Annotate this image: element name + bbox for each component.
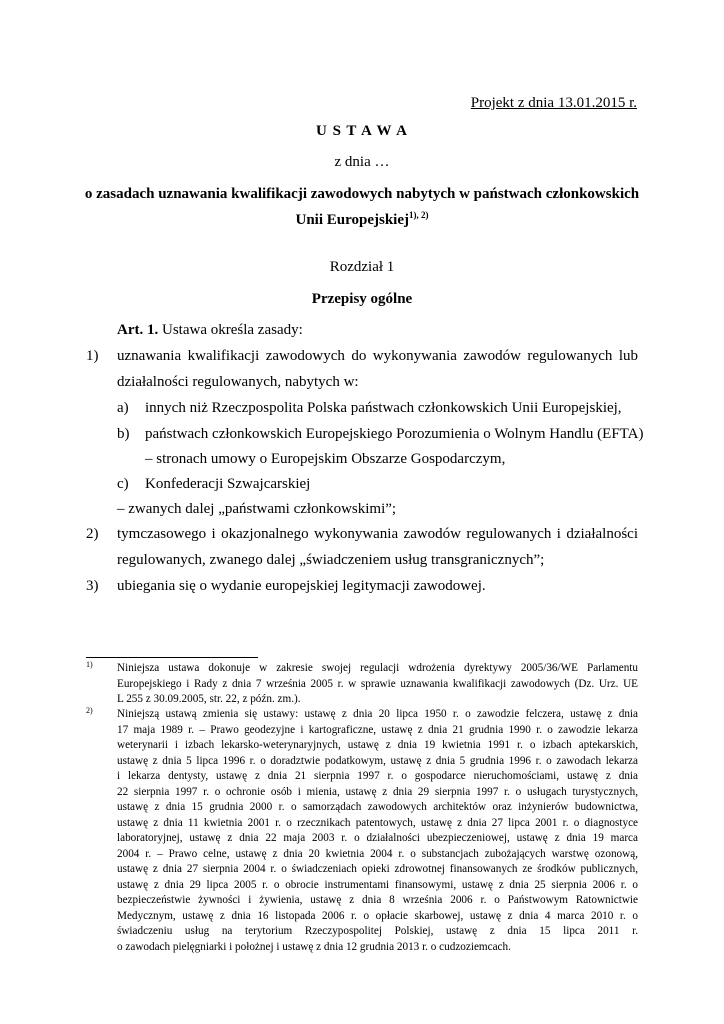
item-3-number: 3) (86, 578, 99, 594)
footnote-2-line: bezpieczeństwie żywności i żywienia, ustawę z dnia 8 września 2006 r. o Państwowym Ratownictwie (117, 894, 638, 906)
title-footnote-refs: 1), 2) (409, 210, 429, 220)
subitem-c-letter: c) (117, 476, 129, 492)
footnote-2-mark: 2) (86, 706, 93, 715)
item-1-line-2: działalności regulowanych, nabytych w: (117, 374, 359, 390)
footnote-1-mark: 1) (86, 660, 93, 669)
footnote-2-line: ustawę z dnia 5 lipca 1996 r. o doradztwie podatkowym, ustawę z dnia 5 grudnia 1996 r. o zawodach lekarza (117, 754, 638, 767)
act-title-line-1: o zasadach uznawania kwalifikacji zawodowych nabytych w państwach członkowskich (84, 186, 640, 202)
act-title-text: Unii Europejskiej (295, 212, 409, 228)
footnote-2-line: 2004 r. – Prawo celne, ustawę z dnia 20 kwietnia 2004 r. o substancjach zubożających warstwę ozonową, (117, 847, 638, 860)
document-type: U S T A W A (315, 123, 409, 139)
article-1-intro-text: Ustawa określa zasady: (162, 322, 303, 338)
article-1-label: Art. 1. (117, 322, 159, 338)
project-date: Projekt z dnia 13.01.2015 r. (470, 95, 637, 111)
footnote-2-line: weterynarii i izbach lekarsko-weterynaryjnych, ustawę z dnia 19 kwietnia 1991 r. o izbach aptekarskich, (117, 739, 638, 751)
item-1-closing: – zwanych dalej „państwami członkowskimi”; (117, 501, 397, 517)
footnote-2-line: laboratoryjnej, ustawę z dnia 22 maja 2003 r. o działalności ubezpieczeniowej, ustawę z dnia 19 marca (117, 832, 638, 844)
chapter-label: Rozdział 1 (329, 259, 395, 275)
item-2-line-1: tymczasowego i okazjonalnego wykonywania zawodów regulowanych i działalności (117, 526, 638, 542)
item-2-number: 2) (86, 526, 99, 542)
footnote-2-line: Medycznym, ustawę z dnia 16 listopada 2006 r. o opłacie skarbowej, ustawę z dnia 4 marca 2010 r. o (117, 909, 638, 922)
item-3-line-1: ubiegania się o wydanie europejskiej legitymacji zawodowej. (117, 578, 486, 594)
subitem-a-text: innych niż Rzeczpospolita Polska państwach członkowskich Unii Europejskiej, (145, 400, 622, 416)
footnote-2-line: świadczeniu usług na terytorium Rzeczypospolitej Polskiej, ustawę z dnia 15 lipca 2011 r. (117, 925, 638, 937)
footnote-2-line: ustawę z dnia 11 kwietnia 2001 r. o rzecznikach patentowych, ustawę z dnia 27 lipca 2001 r. o diagnostyce (117, 816, 638, 829)
subitem-b-letter: b) (117, 426, 130, 442)
footnote-2-line: 22 sierpnia 1997 r. o ochronie osób i mienia, ustawę z dnia 29 sierpnia 1997 r. o usługach turystycznych, (117, 785, 638, 798)
article-1-intro (117, 320, 303, 340)
act-title-line-2 (0, 210, 724, 230)
subitem-a-letter: a) (117, 400, 129, 416)
footnote-2-line: ustawę z dnia 27 sierpnia 2004 r. o świadczeniach opieki zdrowotnej finansowanych ze środków publicznych, (117, 863, 638, 875)
footnote-1-line: Europejskiego i Rady z dnia 7 września 2005 r. w sprawie uznawania kwalifikacji zawodowych (Dz. Urz. UE (117, 677, 638, 690)
subitem-c-text: Konfederacji Szwajcarskiej (145, 476, 311, 492)
footnote-1-line: L 255 z 30.09.2005, str. 22, z późn. zm.). (117, 693, 301, 705)
footnote-2-line: 17 maja 1989 r. – Prawo geodezyjne i kartograficzne, ustawę z dnia 21 grudnia 1990 r. o zawodzie lekarza (117, 723, 638, 736)
footnote-2-line: i lekarza dentysty, ustawę z dnia 21 sierpnia 1997 r. o gospodarce nieruchomościami, ustawę z dnia (117, 770, 638, 782)
chapter-title: Przepisy ogólne (311, 291, 413, 307)
date-line: z dnia … (334, 154, 390, 170)
subitem-b-text: państwach członkowskich Europejskiego Porozumienia o Wolnym Handlu (EFTA) (145, 426, 644, 442)
footnote-separator (86, 657, 258, 658)
item-1-line-1: uznawania kwalifikacji zawodowych do wykonywania zawodów regulowanych lub (117, 348, 638, 364)
item-1-number: 1) (86, 348, 99, 364)
footnote-2-line: ustawę z dnia 29 lipca 2005 r. o obrocie instrumentami finansowymi, ustawę z dnia 25 sierpnia 2006 r. o (117, 878, 638, 891)
footnote-2-line: Niniejszą ustawą zmienia się ustawy: ustawę z dnia 20 lipca 1950 r. o zawodzie felczera, ustawę z dnia (117, 708, 638, 720)
item-2-line-2: regulowanych, zwanego dalej „świadczeniem usług transgranicznych”; (117, 552, 545, 568)
subitem-b-continuation: – stronach umowy o Europejskim Obszarze Gospodarczym, (145, 451, 506, 467)
footnote-2-line: ustawę z dnia 15 grudnia 2000 r. o samorządach zawodowych architektów oraz inżynierów budownictwa, (117, 801, 638, 813)
footnote-2-line: o zawodach pielęgniarki i położnej i ustawę z dnia 12 grudnia 2013 r. o cudzoziemcach. (117, 940, 511, 953)
footnote-1-line: Niniejsza ustawa dokonuje w zakresie swojej regulacji wdrożenia dyrektywy 2005/36/WE Parlamentu (117, 662, 638, 674)
